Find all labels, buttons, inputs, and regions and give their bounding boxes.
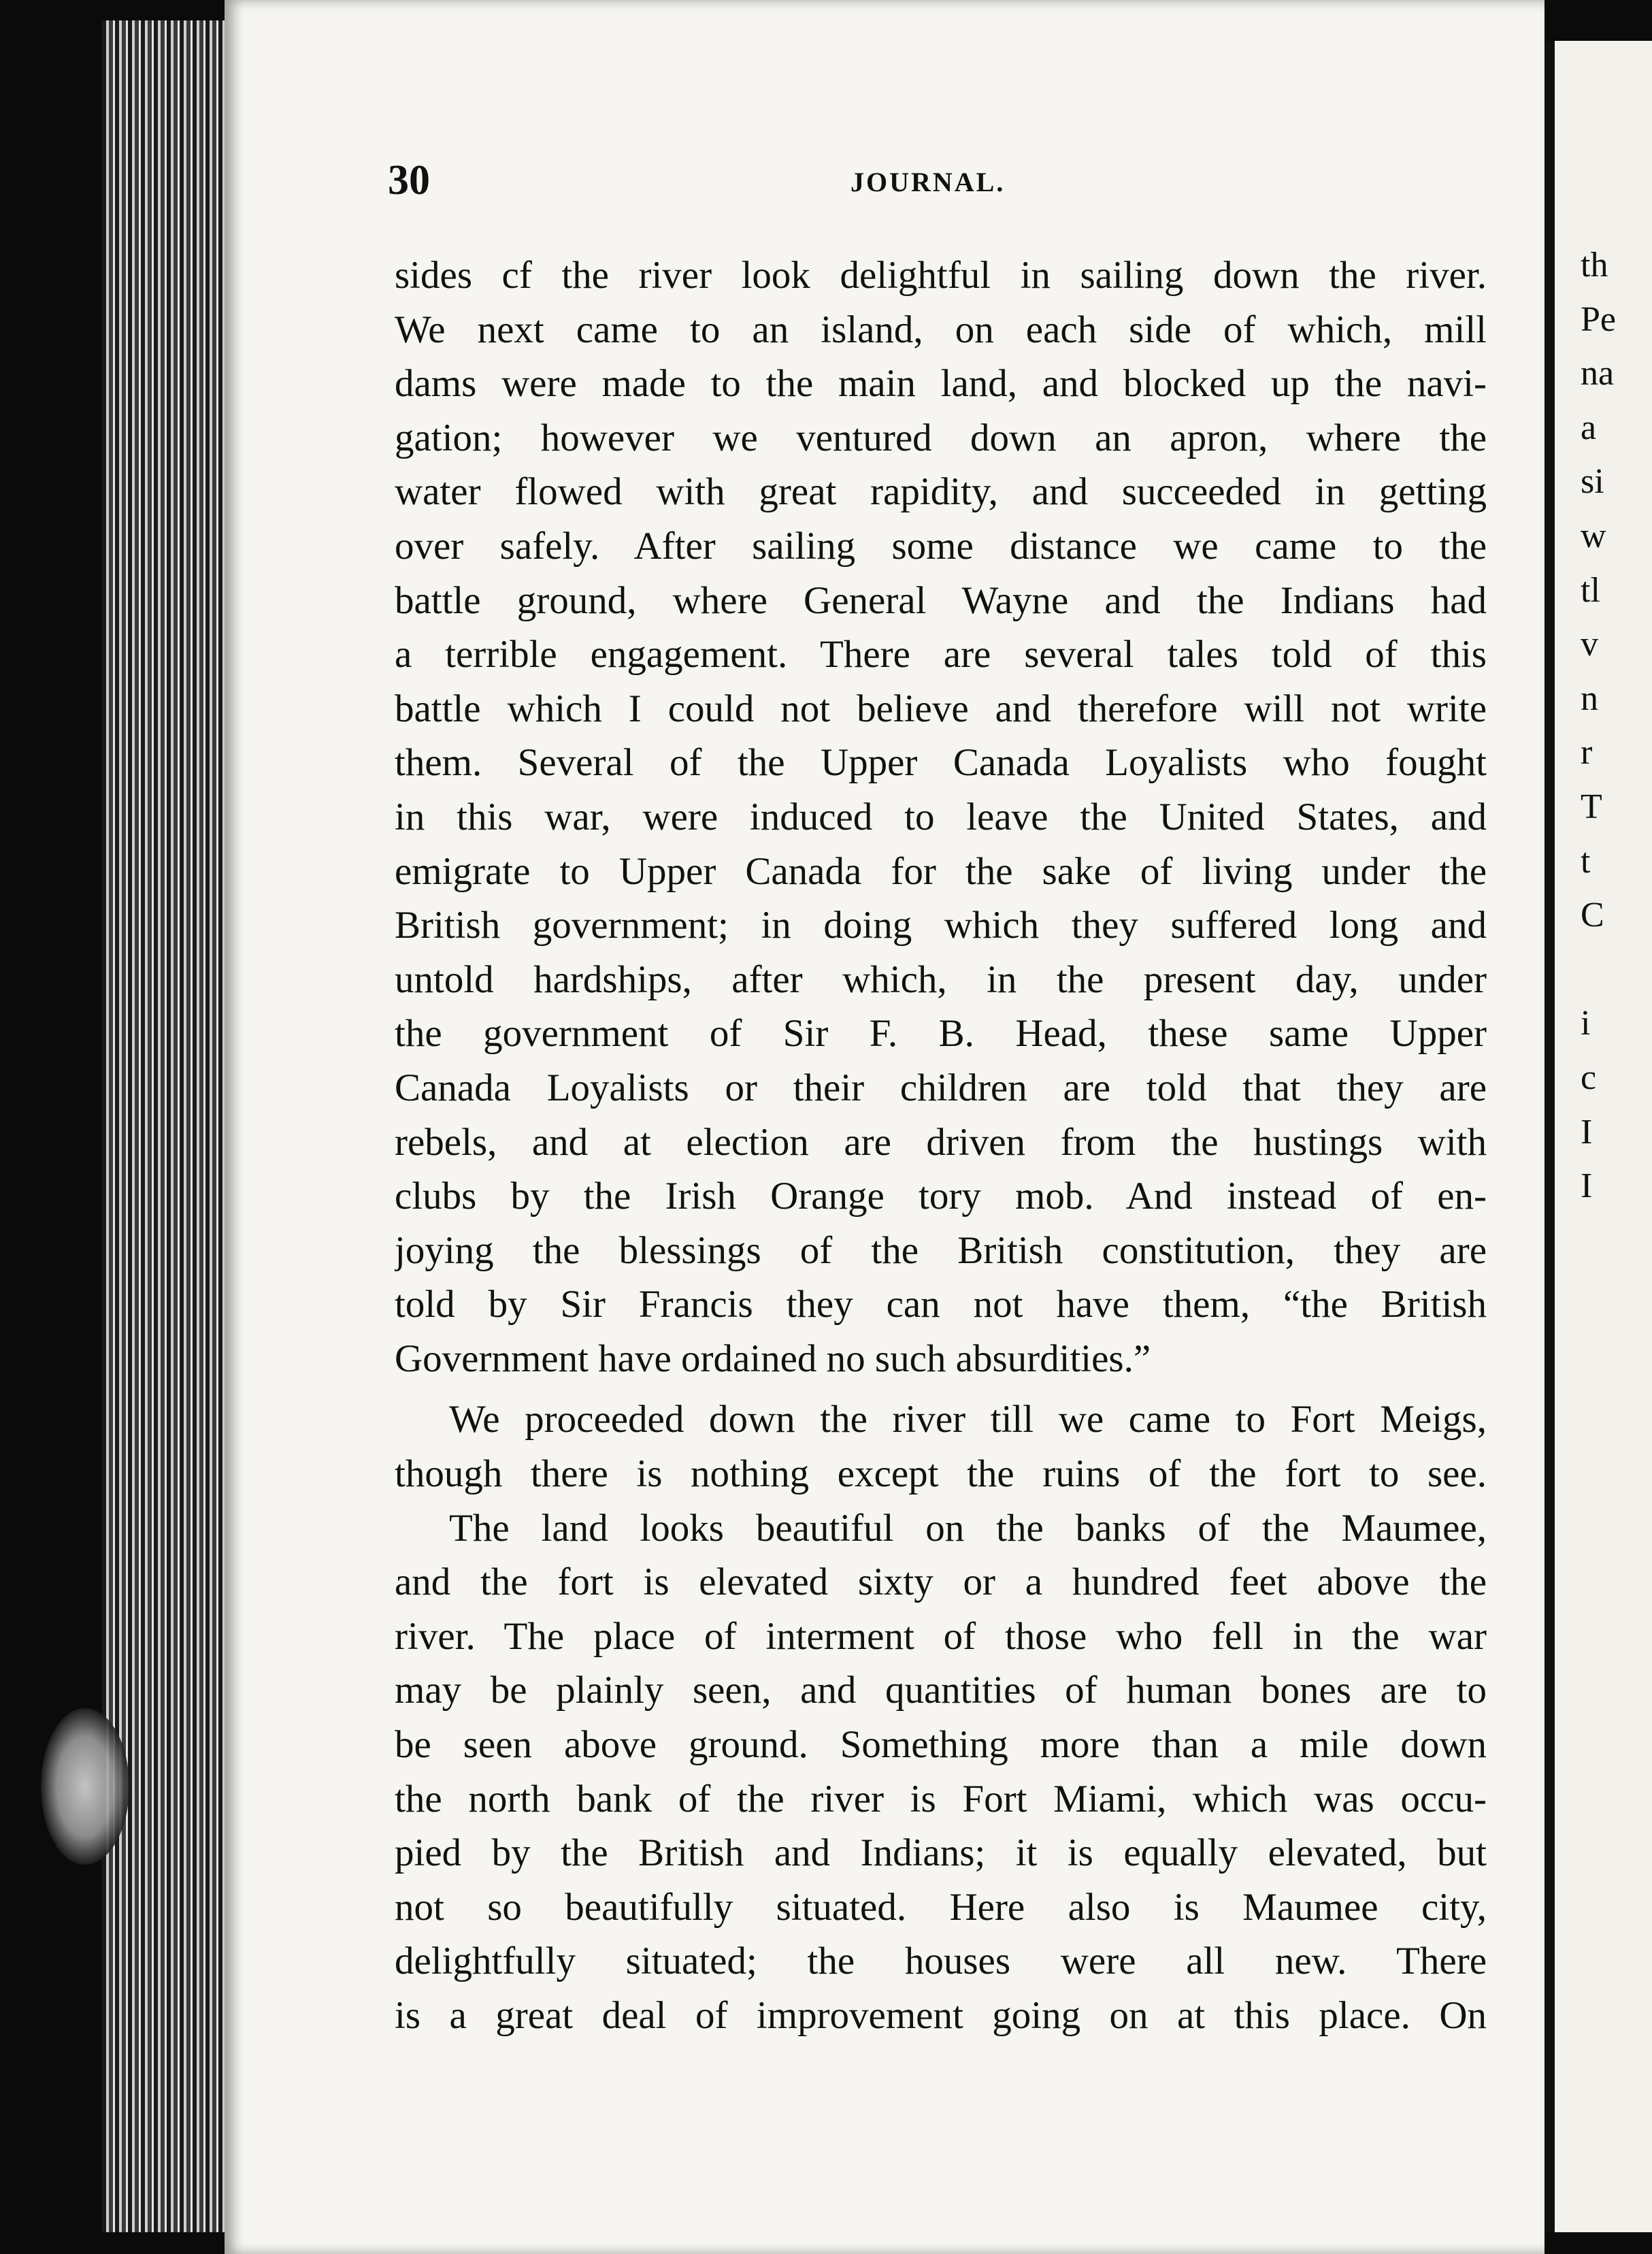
text-line: sides cf the river look delightful in sailing down the river.: [395, 254, 1487, 297]
facing-page-fragment: a: [1581, 408, 1597, 447]
facing-page-fragment: r: [1581, 733, 1593, 772]
text-line: dams were made to the main land, and blocked up the navi-: [395, 362, 1487, 406]
text-line: river. The place of interment of those who fell in the war: [395, 1614, 1487, 1658]
page-divider: [1544, 41, 1555, 2232]
text-line: British government; in doing which they suffered long and: [395, 904, 1487, 947]
facing-page-fragment: th: [1581, 246, 1608, 284]
text-line: pied by the British and Indians; it is equally elevated, but: [395, 1831, 1487, 1875]
text-line: told by Sir Francis they can not have them, “the British: [395, 1283, 1487, 1326]
facing-page-edge: [1555, 41, 1652, 2232]
text-line: a terrible engagement. There are several tales told of this: [395, 633, 1487, 676]
facing-page-fragment: i: [1581, 1004, 1591, 1043]
text-line: battle ground, where General Wayne and the Indians had: [395, 578, 1487, 622]
facing-page-fragment: I: [1581, 1166, 1593, 1206]
text-line: them. Several of the Upper Canada Loyalists who fought: [395, 741, 1487, 785]
text-line: We proceeded down the river till we came to Fort Meigs,: [449, 1398, 1487, 1441]
page-number: 30: [388, 157, 430, 203]
facing-page-fragment: tl: [1581, 570, 1600, 610]
facing-page-fragment: T: [1581, 787, 1602, 826]
running-head: JOURNAL.: [850, 167, 1006, 197]
text-line: Canada Loyalists or their children are told that they are: [395, 1066, 1487, 1109]
text-line: may be plainly seen, and quantities of human bones are to: [395, 1669, 1487, 1712]
text-line: rebels, and at election are driven from the hustings with: [395, 1120, 1487, 1164]
page-header: [388, 157, 1490, 211]
facing-page-fragment: I: [1581, 1112, 1593, 1152]
facing-page-fragment: si: [1581, 462, 1604, 502]
page-edges: [102, 20, 238, 2232]
text-line: the north bank of the river is Fort Miami, which was occu-: [395, 1777, 1487, 1820]
facing-page-fragment: n: [1581, 679, 1598, 718]
facing-page-fragment: Pe: [1581, 299, 1616, 339]
text-line: not so beautifully situated. Here also is Maumee city,: [395, 1885, 1487, 1929]
text-line: We next came to an island, on each side of which, mill: [395, 308, 1487, 351]
facing-page-fragment: C: [1581, 896, 1604, 935]
facing-page-fragment: c: [1581, 1058, 1597, 1097]
text-line: gation; however we ventured down an apron, where the: [395, 416, 1487, 459]
text-line: in this war, were induced to leave the United States, and: [395, 795, 1487, 838]
facing-page-fragment: w: [1581, 517, 1606, 555]
text-line: battle which I could not believe and therefore will not write: [395, 687, 1487, 730]
text-line: water flowed with great rapidity, and succeeded in getting: [395, 470, 1487, 514]
body-text: [395, 248, 1487, 2043]
paper-damage: [41, 1708, 129, 1865]
text-line: is a great deal of improvement going on at this place. On: [395, 1994, 1487, 2037]
text-line: The land looks beautiful on the banks of the Maumee,: [449, 1506, 1487, 1550]
text-line: be seen above ground. Something more than a mile down: [395, 1723, 1487, 1767]
text-line: over safely. After sailing some distance we came to the: [395, 524, 1487, 568]
text-line: untold hardships, after which, in the present day, under: [395, 958, 1487, 1001]
text-line: Government have ordained no such absurdities.”: [395, 1337, 1151, 1380]
text-line: joying the blessings of the British constitution, they are: [395, 1228, 1487, 1272]
facing-page-fragment: v: [1581, 625, 1598, 664]
text-line: the government of Sir F. B. Head, these same Upper: [395, 1012, 1487, 1056]
paragraph-gap: [395, 1386, 1487, 1392]
text-line: and the fort is elevated sixty or a hundred feet above the: [395, 1561, 1487, 1604]
text-line: though there is nothing except the ruins of the fort to see.: [395, 1452, 1487, 1496]
text-line: emigrate to Upper Canada for the sake of living under the: [395, 849, 1487, 893]
text-line: delightfully situated; the houses were all new. There: [395, 1940, 1487, 1983]
facing-page-fragment: t: [1581, 841, 1591, 881]
facing-page-fragment: na: [1581, 354, 1615, 393]
text-line: clubs by the Irish Orange tory mob. And instead of en-: [395, 1175, 1487, 1218]
